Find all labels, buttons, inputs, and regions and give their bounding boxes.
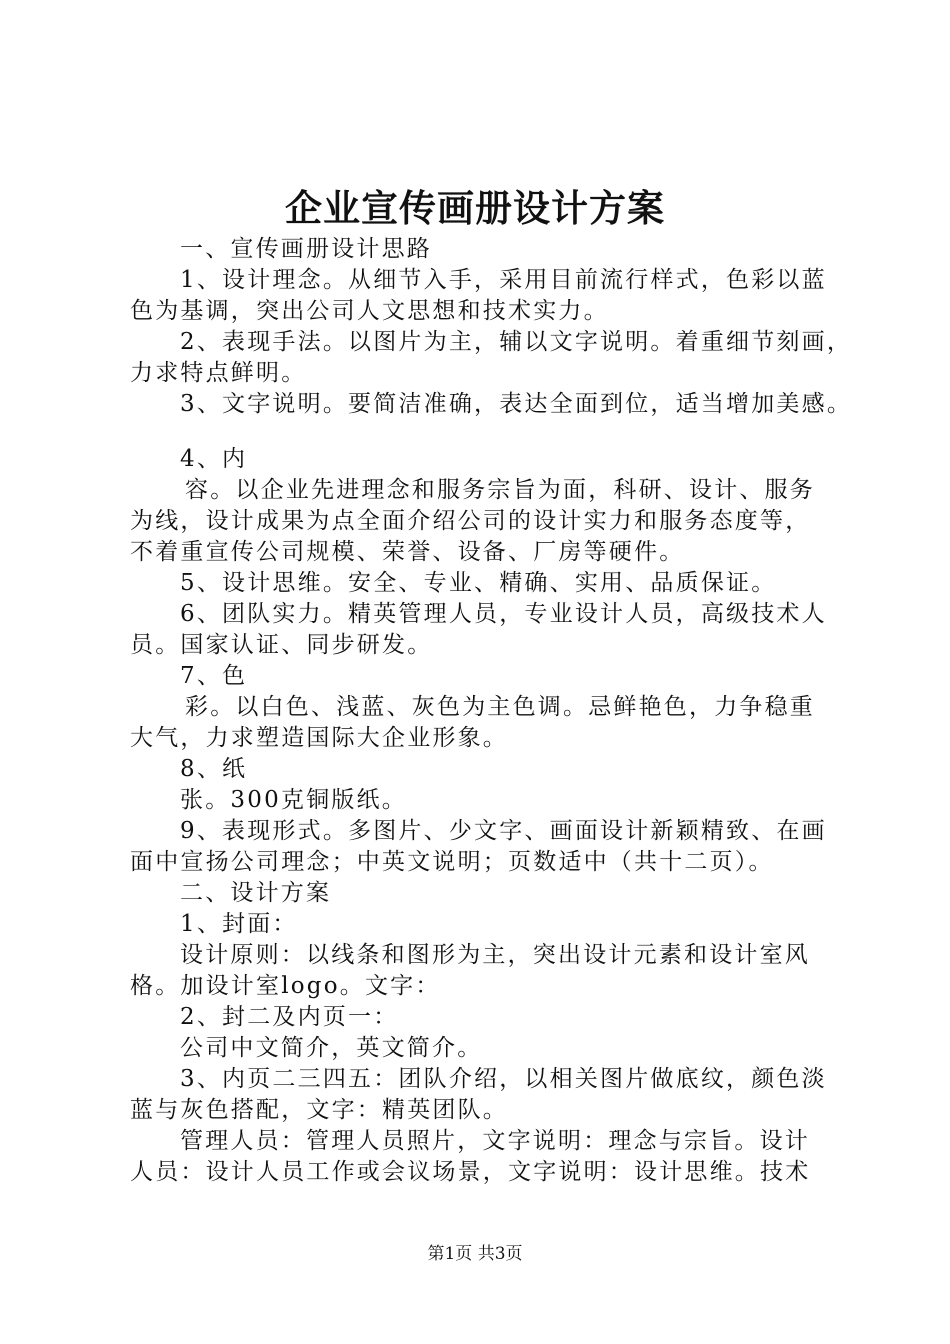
- document-body: [130, 234, 853, 1188]
- paragraph-line: 管理人员：管理人员照片，文字说明：理念与宗旨。设计: [180, 1128, 810, 1154]
- paragraph-line: 3、文字说明。要简洁准确，表达全面到位，适当增加美感。: [180, 391, 853, 417]
- paragraph-line: 7、色: [180, 663, 248, 689]
- document-title: 企业宣传画册设计方案: [285, 186, 665, 230]
- paragraph-line: 大气，力求塑造国际大企业形象。: [130, 725, 508, 751]
- paragraph-line: 不着重宣传公司规模、荣誉、设备、厂房等硬件。: [130, 539, 685, 565]
- paragraph-line: 2、封二及内页一：: [180, 1004, 399, 1030]
- paragraph-line: 6、团队实力。精英管理人员，专业设计人员，高级技术人: [180, 601, 827, 627]
- paragraph-line: 2、表现手法。以图片为主，辅以文字说明。着重细节刻画，: [180, 329, 853, 355]
- paragraph-line: 为线，设计成果为点全面介绍公司的设计实力和服务态度等，: [130, 508, 811, 534]
- paragraph-line: 5、设计思维。安全、专业、精确、实用、品质保证。: [180, 570, 777, 596]
- paragraph-line: 3、内页二三四五：团队介绍，以相关图片做底纹，颜色淡: [180, 1066, 827, 1092]
- paragraph-line: 彩。以白色、浅蓝、灰色为主色调。忌鲜艳色，力争稳重: [185, 694, 815, 720]
- paragraph-line: 1、设计理念。从细节入手，采用目前流行样式，色彩以蓝: [180, 267, 827, 293]
- paragraph-line: 4、内: [180, 446, 248, 472]
- paragraph-line: 力求特点鲜明。: [130, 360, 307, 386]
- paragraph-line: 人员：设计人员工作或会议场景，文字说明：设计思维。技术: [130, 1159, 811, 1185]
- paragraph-line: 9、表现形式。多图片、少文字、画面设计新颖精致、在画: [180, 818, 827, 844]
- paragraph-line: 公司中文简介，英文简介。: [180, 1035, 483, 1061]
- paragraph-line: 8、纸: [180, 756, 248, 782]
- paragraph-line: 张。300克铜版纸。: [180, 787, 407, 813]
- page-footer: 第1页 共3页: [427, 1244, 523, 1264]
- paragraph-line: 蓝与灰色搭配，文字：精英团队。: [130, 1097, 508, 1123]
- paragraph-line: 容。以企业先进理念和服务宗旨为面，科研、设计、服务: [185, 477, 815, 503]
- paragraph-line: 面中宣扬公司理念；中英文说明；页数适中（共十二页）。: [130, 849, 774, 875]
- paragraph-line: 色为基调，突出公司人文思想和技术实力。: [130, 298, 609, 324]
- section-heading: 二、设计方案: [180, 880, 332, 906]
- section-heading: 一、宣传画册设计思路: [180, 236, 432, 262]
- paragraph-line: 员。国家认证、同步研发。: [130, 632, 433, 658]
- paragraph-line: 设计原则：以线条和图形为主，突出设计元素和设计室风: [180, 942, 810, 968]
- blank-line: [130, 420, 842, 444]
- paragraph-line: 1、封面：: [180, 911, 298, 937]
- paragraph-line: 格。加设计室logo。文字：: [130, 973, 441, 999]
